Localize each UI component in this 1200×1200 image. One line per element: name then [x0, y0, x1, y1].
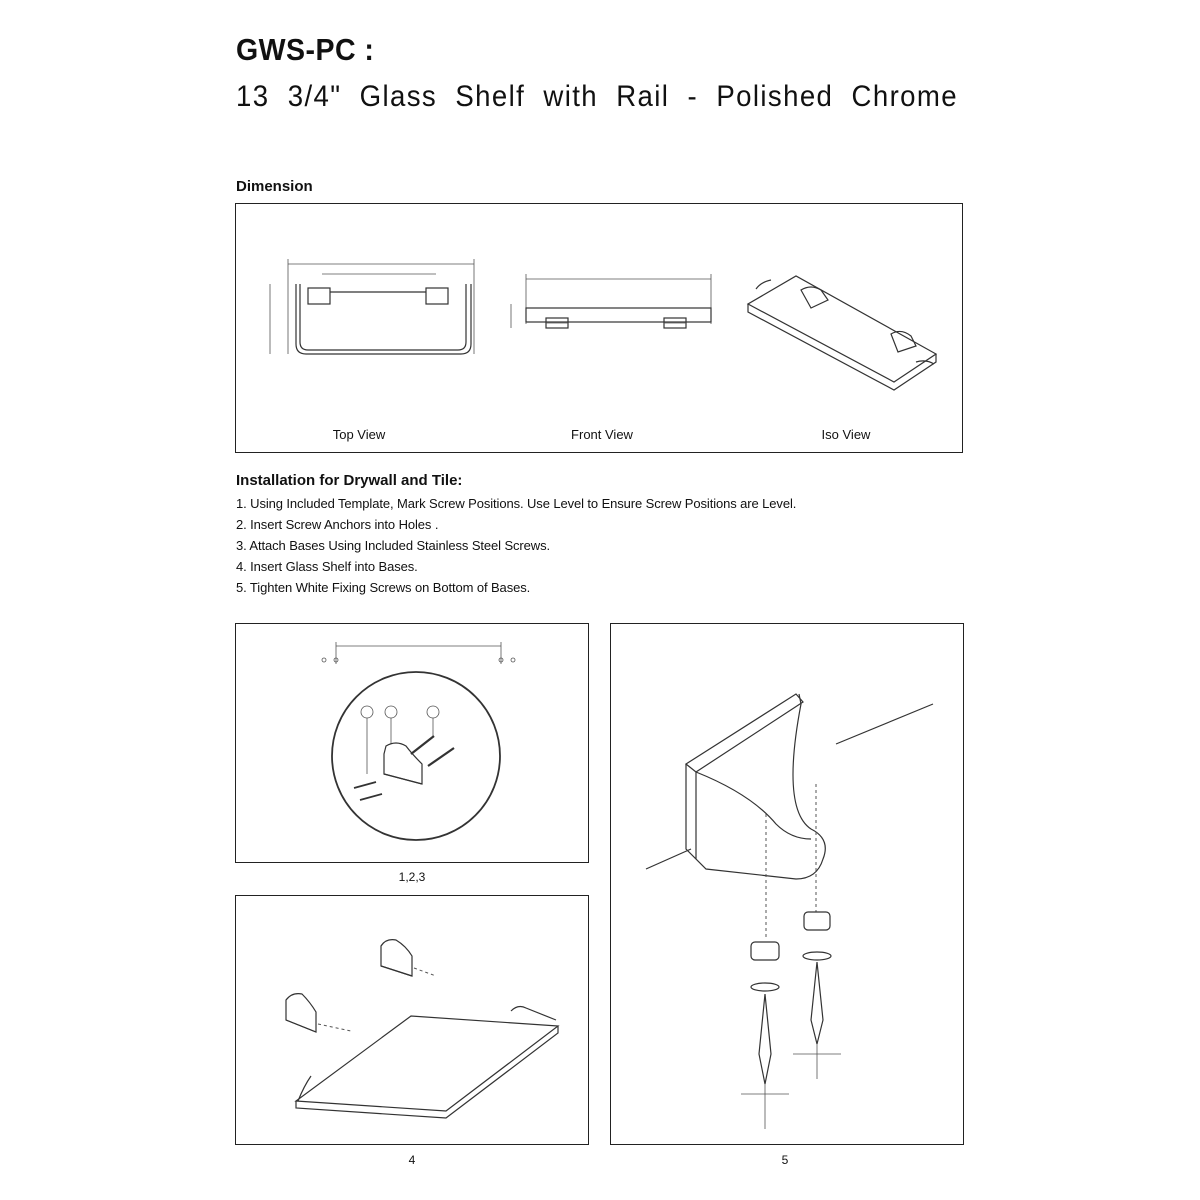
- figure-caption-1-2-3: 1,2,3: [398, 870, 426, 884]
- step-1: 1. Using Included Template, Mark Screw Positions. Use Level to Ensure Screw Positions are Level.: [236, 496, 797, 511]
- step-5: 5. Tighten White Fixing Screws on Bottom of Bases.: [236, 580, 531, 595]
- step-2: 2. Insert Screw Anchors into Holes .: [236, 517, 439, 532]
- step-4: 4. Insert Glass Shelf into Bases.: [236, 559, 418, 574]
- dimension-drawings: [236, 204, 964, 454]
- figure-caption-5: 5: [781, 1153, 789, 1167]
- dimension-heading: Dimension: [236, 178, 313, 195]
- figure-panel-step-4: [235, 895, 589, 1145]
- fixing-screw-drawing: [611, 624, 965, 1146]
- mounting-detail-drawing: [236, 624, 590, 864]
- iso-view-label: Iso View: [821, 427, 871, 442]
- iso-view-drawing: [748, 276, 936, 390]
- installation-heading: Installation for Drywall and Tile:: [236, 472, 463, 489]
- dimension-panel: [235, 203, 963, 453]
- top-view-label: Top View: [332, 427, 386, 442]
- step-3: 3. Attach Bases Using Included Stainless Steel Screws.: [236, 538, 550, 553]
- front-view-label: Front View: [571, 427, 633, 442]
- figure-caption-4: 4: [408, 1153, 416, 1167]
- shelf-insertion-drawing: [236, 896, 590, 1146]
- figure-panel-steps-1-2-3: [235, 623, 589, 863]
- model-code: GWS-PC :: [236, 32, 375, 67]
- product-title: 13 3/4" Glass Shelf with Rail - Polished Chrome: [236, 80, 958, 113]
- figure-panel-step-5: [610, 623, 964, 1145]
- front-view-drawing: [511, 274, 711, 328]
- top-view-drawing: [270, 259, 474, 354]
